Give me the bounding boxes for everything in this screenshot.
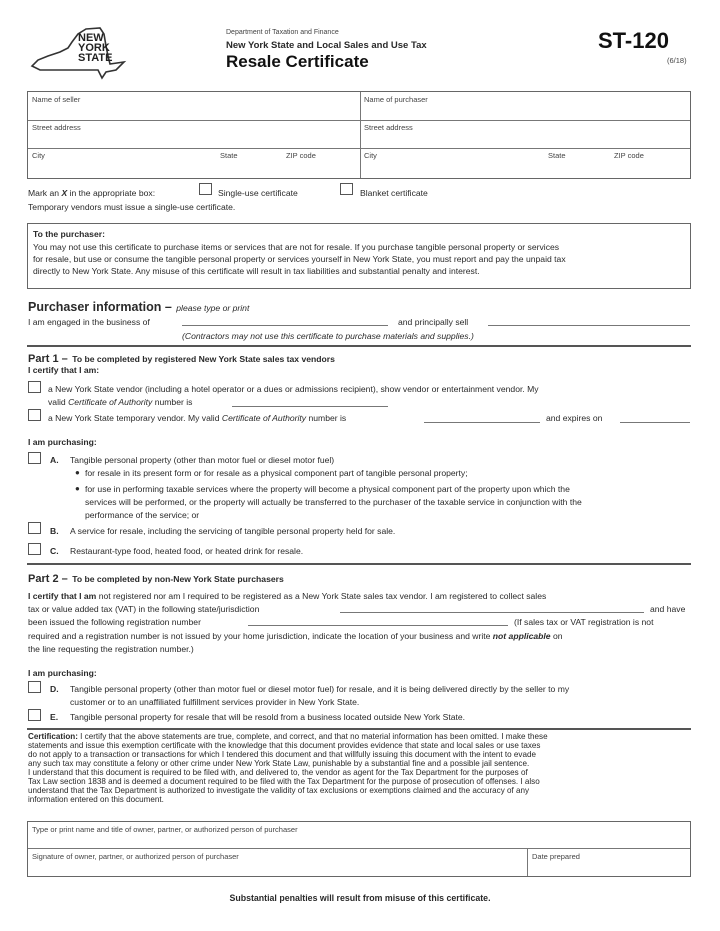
registration-number-label: been issued the following registration number	[28, 617, 201, 627]
option-b-letter: B.	[50, 526, 59, 536]
page-title: Resale Certificate	[226, 52, 369, 71]
part1-divider	[27, 345, 691, 347]
bullet-icon: ●	[75, 468, 80, 477]
part2-heading: Part 2 – To be completed by non-New York State purchasers	[28, 573, 284, 585]
form-date: (6/18)	[667, 56, 687, 65]
option-e-text: Tangible personal property for resale that will be resold from a business located outside New York State.	[70, 712, 466, 722]
registration-note: required and a registration number is not issued by your home jurisdiction, indicate the location of your business and write not applicable on	[28, 631, 563, 641]
option-b-checkbox[interactable]	[28, 522, 41, 534]
option-e-letter: E.	[50, 712, 59, 722]
single-use-checkbox[interactable]	[199, 183, 212, 195]
state-logo	[28, 26, 128, 80]
nys-vendor-authority-field[interactable]	[232, 406, 388, 407]
option-a-bullet-2-cont: services will be performed, or the property will actually be transferred to the purchaser of the taxable service in conjunction with the	[85, 497, 582, 507]
temporary-vendor-note: Temporary vendors must issue a single-use certificate.	[28, 202, 236, 212]
option-a-bullet-1: for resale in its present form or for resale as a physical component part of tangible personal property;	[85, 468, 468, 478]
business-engaged-field[interactable]	[182, 325, 388, 326]
registration-note-end: the line requesting the registration number.)	[28, 644, 194, 654]
option-d-text-cont: customer or to an unaffiliated fulfillment services provider in New York State.	[70, 697, 360, 707]
option-a-text: Tangible personal property (other than motor fuel or diesel motor fuel)	[70, 455, 335, 465]
logo-text-new: NEW	[78, 32, 104, 44]
signature-field[interactable]: Signature of owner, partner, or authorized person of purchaser	[32, 852, 239, 861]
part2-jurisdiction-label: tax or value added tax (VAT) in the following state/jurisdiction	[28, 604, 260, 614]
address-grid	[27, 91, 691, 179]
option-c-checkbox[interactable]	[28, 543, 41, 555]
part1-certify-label: I certify that I am:	[28, 365, 100, 375]
form-subtitle: New York State and Local Sales and Use Tax	[226, 40, 427, 51]
form-number: ST-120	[598, 28, 669, 53]
option-e-checkbox[interactable]	[28, 709, 41, 721]
part2-purchasing-label: I am purchasing:	[28, 668, 97, 678]
purchaser-info-heading: Purchaser information – please type or print	[28, 300, 250, 314]
option-a-letter: A.	[50, 455, 59, 465]
option-d-checkbox[interactable]	[28, 681, 41, 693]
option-a-bullet-2-cont: performance of the service; or	[85, 510, 200, 520]
blanket-label: Blanket certificate	[360, 188, 428, 198]
logo-text-york: YORK	[78, 42, 110, 54]
principally-sell-label: and principally sell	[398, 317, 469, 327]
option-a-bullet-2: for use in performing taxable services where the property will become a physical component part of the property upon which the	[85, 484, 570, 494]
seller-zip-field[interactable]: ZIP code	[286, 151, 316, 160]
name-title-field[interactable]: Type or print name and title of owner, partner, or authorized person of purchaser	[32, 825, 298, 834]
seller-name-field[interactable]: Name of seller	[32, 95, 81, 104]
blanket-checkbox[interactable]	[340, 183, 353, 195]
bullet-icon: ●	[75, 484, 80, 493]
logo-text-state: STATE	[78, 52, 113, 64]
purchaser-city-field[interactable]: City	[364, 151, 377, 160]
expires-on-label: and expires on	[546, 413, 603, 423]
temporary-vendor-checkbox[interactable]	[28, 409, 41, 421]
nys-vendor-checkbox[interactable]	[28, 381, 41, 393]
certification-text: Certification: I certify that the above statements are true, complete, and correct, and that no material information has been omitted. I make these statements and issue this exemption certificate with the knowledge that this document provides evidence that state and local sales or use taxes do not apply to a transaction or transactions for which I tendered this document and that willfully issuing this document with the intent to evade any such tax may constitute a felony or other crime under New York State Law, punishable by a substantial fine and a possible jail sentence. I understand that this document is required to be filed with, and delivered to, the vendor as agent for the Tax Department for the purposes of Tax Law section 1838 and is deemed a document required to be filed with the Tax Department for the purpose of prosecution of offenses. I also understand that the Tax Department is authorized to investigate the validity of tax exclusions or exemptions claimed and the accuracy of any information entered on this document.	[28, 732, 548, 804]
registration-note-start: (If sales tax or VAT registration is not	[514, 617, 654, 627]
single-use-label: Single-use certificate	[218, 188, 298, 198]
part1-heading: Part 1 – To be completed by registered New York State sales tax vendors	[28, 353, 335, 365]
notice-line: for resale, but use or consume the tangible personal property or services yourself in New York State, you must report and pay the unpaid tax	[33, 254, 566, 264]
part2-certify-line: I certify that I am not registered nor am I required to be registered as a New York State sales tax vendor. I am registered to collect sales	[28, 591, 547, 601]
notice-heading: To the purchaser:	[33, 229, 105, 239]
notice-line: You may not use this certificate to purchase items or services that are not for resale. If you purchase tangible personal property or services	[33, 242, 560, 252]
purchaser-name-field[interactable]: Name of purchaser	[364, 95, 428, 104]
option-b-text: A service for resale, including the servicing of tangible personal property held for sale.	[70, 526, 396, 536]
penalty-warning: Substantial penalties will result from misuse of this certificate.	[229, 893, 491, 903]
notice-line: directly to New York State. Any misuse of this certificate will result in tax liabilities and substantial penalty and interest.	[33, 266, 480, 276]
nys-vendor-authority-label: valid Certificate of Authority number is	[48, 397, 193, 407]
option-d-text: Tangible personal property (other than motor fuel or diesel motor fuel) for resale, and it is being delivered directly by the seller to my	[70, 684, 570, 694]
nys-vendor-text: a New York State vendor (including a hotel operator or a dues or admissions recipient), show vendor or entertainment vendor. My	[48, 384, 539, 394]
jurisdiction-field[interactable]	[340, 612, 644, 613]
purchaser-street-field[interactable]: Street address	[364, 123, 413, 132]
department-name: Department of Taxation and Finance	[226, 29, 339, 36]
option-d-letter: D.	[50, 684, 59, 694]
part1-purchasing-label: I am purchasing:	[28, 437, 97, 447]
certificate-type-instruction: Mark an X in the appropriate box:	[28, 188, 156, 198]
signature-box	[27, 821, 691, 877]
principally-sell-field[interactable]	[488, 325, 690, 326]
part2-divider	[27, 563, 691, 565]
option-a-checkbox[interactable]	[28, 452, 41, 464]
purchaser-zip-field[interactable]: ZIP code	[614, 151, 644, 160]
registration-number-field[interactable]	[248, 625, 508, 626]
purchaser-notice-box	[27, 223, 691, 289]
contractors-note: (Contractors may not use this certificate to purchase materials and supplies.)	[182, 331, 474, 341]
certification-divider	[27, 728, 691, 730]
seller-city-field[interactable]: City	[32, 151, 45, 160]
temporary-vendor-authority-field[interactable]	[424, 422, 540, 423]
expires-on-field[interactable]	[620, 422, 690, 423]
seller-state-field[interactable]: State	[220, 151, 238, 160]
seller-street-field[interactable]: Street address	[32, 123, 81, 132]
business-engaged-label: I am engaged in the business of	[28, 317, 150, 327]
date-prepared-field[interactable]: Date prepared	[532, 852, 580, 861]
purchaser-state-field[interactable]: State	[548, 151, 566, 160]
and-have-label: and have	[650, 604, 686, 614]
option-c-letter: C.	[50, 546, 59, 556]
option-c-text: Restaurant-type food, heated food, or heated drink for resale.	[70, 546, 304, 556]
temporary-vendor-text: a New York State temporary vendor. My valid Certificate of Authority number is	[48, 413, 347, 423]
